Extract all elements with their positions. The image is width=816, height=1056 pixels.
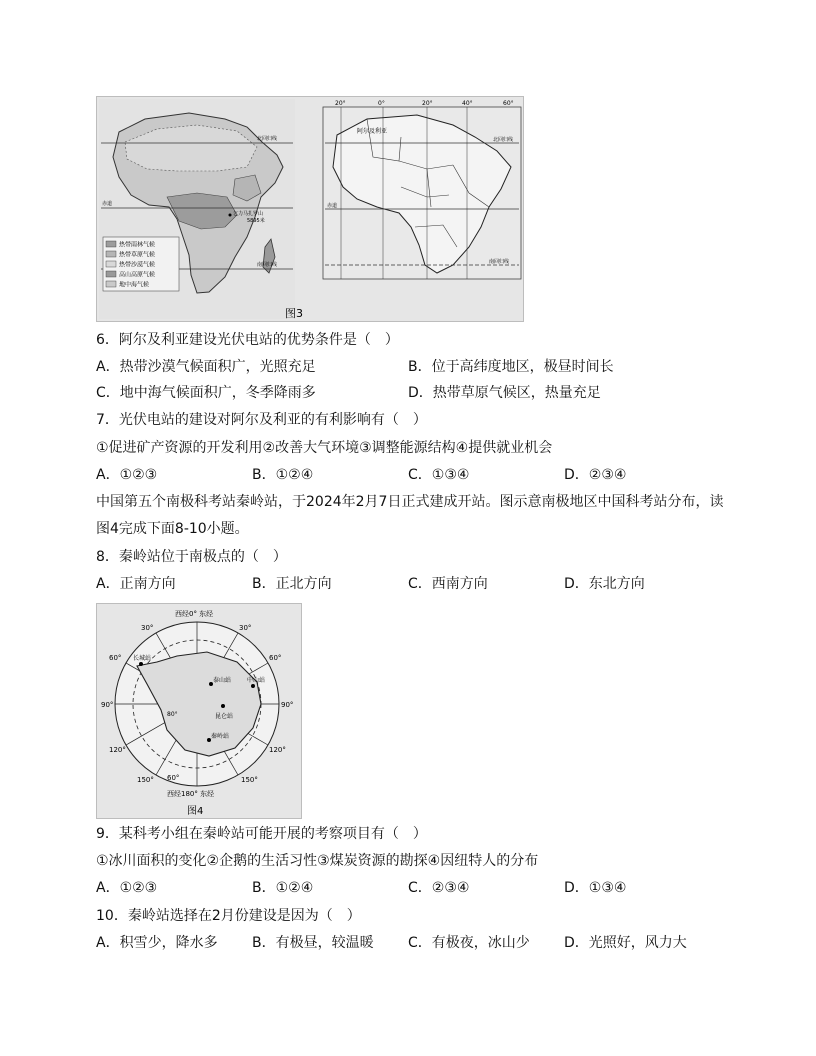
tick-e150: 150°	[241, 776, 258, 784]
tick-e90: 90°	[281, 701, 294, 709]
q9-option-a[interactable]: A．①②③	[96, 880, 158, 896]
q9-items: ①冰川面积的变化②企鹅的生活习性③煤炭资源的勘探④因纽特人的分布	[96, 853, 539, 869]
kunlun-station-marker	[221, 704, 225, 708]
q10-options	[96, 933, 716, 953]
capricorn-label: 南回归线	[257, 262, 278, 268]
tick-w90: 90°	[101, 701, 114, 709]
q10-option-a[interactable]: A．积雪少，降水多	[96, 935, 218, 951]
q6-options-row-c	[96, 383, 716, 403]
lon-tick: 60°	[503, 100, 514, 107]
tick-w60: 60°	[109, 654, 122, 662]
q7-option-b[interactable]: B．①②④	[252, 467, 314, 483]
q8-stem: 8．秦岭站位于南极点的（ ）	[96, 549, 287, 565]
taishan-station-label: 泰山站	[213, 677, 232, 684]
q10-option-b[interactable]: B．有极昼，较温暖	[252, 935, 374, 951]
qinling-station-label: 秦岭站	[211, 733, 230, 740]
legend-item: 热带雨林气候	[119, 241, 156, 249]
legend-item: 高山高原气候	[119, 271, 156, 279]
q9-option-c[interactable]: C．②③④	[408, 880, 470, 896]
q8-option-d[interactable]: D．东北方向	[564, 576, 645, 592]
bottom-meridian-label: 西经180° 东经	[167, 790, 215, 798]
changcheng-station-marker	[139, 662, 143, 666]
q8-option-b[interactable]: B．正北方向	[252, 576, 332, 592]
antarctica-map	[97, 604, 301, 818]
zhongshan-station-marker	[251, 684, 255, 688]
q6-options-row-a	[96, 357, 716, 377]
tick-e30: 30°	[239, 624, 252, 632]
tick-e60: 60°	[269, 654, 282, 662]
q6-option-c[interactable]: C．地中海气候面积广，冬季降雨多	[96, 385, 316, 401]
tick-e120: 120°	[269, 746, 286, 754]
top-meridian-label: 西经0° 东经	[175, 610, 214, 618]
q8-options	[96, 574, 716, 594]
cancer-label: 北回归线	[493, 137, 514, 143]
figure-3-caption: 图3	[285, 307, 303, 320]
africa-climate-map	[99, 99, 295, 319]
figure-3-maps	[97, 97, 523, 321]
legend-item: 热带草原气候	[119, 251, 156, 259]
tick-lat80: 80°	[167, 711, 178, 718]
tick-w30: 30°	[141, 624, 154, 632]
africa-political-map	[323, 100, 521, 279]
tick-w150: 150°	[137, 776, 154, 784]
equator-label: 赤道	[327, 203, 338, 209]
equator-label: 赤道	[102, 201, 113, 207]
q7-options	[96, 465, 716, 485]
changcheng-station-label: 长城站	[133, 655, 152, 662]
figure-4-caption: 图4	[187, 806, 204, 817]
q6-option-d[interactable]: D．热带草原气候区，热量充足	[408, 385, 601, 401]
passage-line-2: 图4完成下面8-10小题。	[96, 521, 249, 537]
figure-4	[96, 603, 302, 819]
lon-tick: 40°	[462, 100, 473, 107]
q9-option-b[interactable]: B．①②④	[252, 880, 314, 896]
kunlun-station-label: 昆仑站	[215, 713, 234, 720]
lon-tick: 20°	[335, 100, 346, 107]
q9-options	[96, 878, 716, 898]
kilimanjaro-marker	[229, 214, 232, 217]
q7-option-a[interactable]: A．①②③	[96, 467, 158, 483]
legend-item: 地中海气候	[119, 281, 150, 289]
passage-line-1: 中国第五个南极科考站秦岭站，于2024年2月7日正式建成开站。图示意南极地区中国科考站分布，读	[96, 494, 724, 510]
capricorn-label: 南回归线	[489, 259, 510, 265]
q7-stem: 7．光伏电站的建设对阿尔及利亚的有利影响有（ ）	[96, 412, 427, 428]
q6-option-b[interactable]: B．位于高纬度地区，极昼时间长	[408, 359, 614, 375]
q8-option-a[interactable]: A．正南方向	[96, 576, 176, 592]
q10-option-d[interactable]: D．光照好，风力大	[564, 935, 687, 951]
legend-item: 热带沙漠气候	[119, 261, 156, 269]
q9-stem: 9．某科考小组在秦岭站可能开展的考察项目有（ ）	[96, 826, 427, 842]
lon-tick: 20°	[422, 100, 433, 107]
kilimanjaro-label: 乞力马扎罗山	[233, 211, 264, 217]
q7-items: ①促进矿产资源的开发利用②改善大气环境③调整能源结构④提供就业机会	[96, 440, 553, 456]
zhongshan-station-label: 中山站	[247, 677, 266, 684]
q10-stem: 10．秦岭站选择在2月份建设是因为（ ）	[96, 908, 361, 924]
tick-w120: 120°	[109, 746, 126, 754]
q9-option-d[interactable]: D．①③④	[564, 880, 627, 896]
q6-stem: 6．阿尔及利亚建设光伏电站的优势条件是（ ）	[96, 332, 399, 348]
cancer-label: 北回归线	[257, 136, 278, 142]
q6-option-a[interactable]: A．热带沙漠气候面积广，光照充足	[96, 359, 316, 375]
q7-option-d[interactable]: D．②③④	[564, 467, 627, 483]
lon-tick: 0°	[378, 100, 385, 107]
climate-legend	[103, 237, 179, 291]
figure-3	[96, 96, 524, 322]
q7-option-c[interactable]: C．①③④	[408, 467, 470, 483]
tick-lat60: 60°	[167, 774, 180, 782]
q10-option-c[interactable]: C．有极夜，冰山少	[408, 935, 530, 951]
algeria-label: 阿尔及利亚	[357, 128, 388, 135]
q8-option-c[interactable]: C．西南方向	[408, 576, 488, 592]
kilimanjaro-height: 5895米	[247, 218, 265, 224]
